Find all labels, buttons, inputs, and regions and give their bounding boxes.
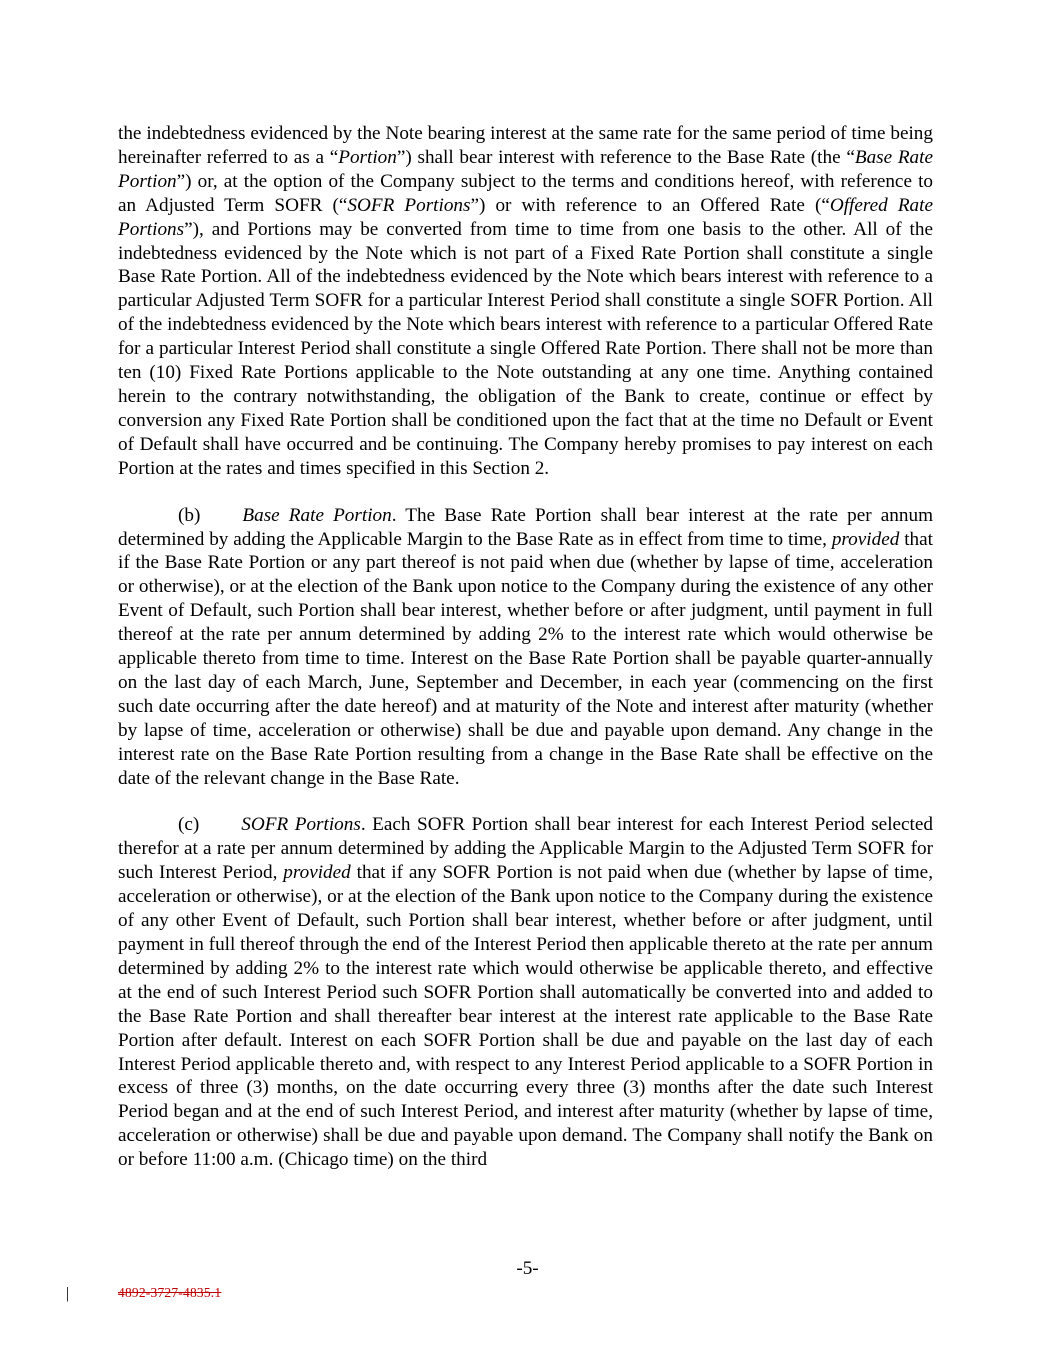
italic-term-offered-rate-portions: Offered Rate Portions xyxy=(118,194,933,240)
paragraph-b xyxy=(118,504,933,791)
italic-term-portion: Portion xyxy=(338,146,397,168)
paragraph-text-segment: ”) shall bear interest with reference to the Base Rate (the “ xyxy=(396,146,855,168)
paragraph-c xyxy=(118,813,933,1172)
italic-term-provided: provided xyxy=(283,862,351,884)
change-bar-mark: | xyxy=(66,1285,70,1302)
paragraph-text-segment: . The Base Rate Portion shall bear interest at the rate per annum determined by adding the Applicable Margin to the Base Rate as in effect from time to time, xyxy=(118,504,933,550)
paragraph-text-segment: that if the Base Rate Portion or any part thereof is not paid when due (whether by lapse of time, acceleration or otherwise), or at the election of the Bank upon notice to the Company during the existence of any other Event of Default, such Portion shall bear interest, whether before or after judgment, until payment in full thereof at the rate per annum determined by adding 2% to the interest rate which would otherwise be applicable thereto from time to time. Interest on the Base Rate Portion shall be payable quarter-annually on the last day of each March, June, September and December, in each year (commencing on the first such date occurring after the date hereof) and at maturity of the Note and interest after maturity (whether by lapse of time, acceleration or otherwise) shall be due and payable upon demand. Any change in the interest rate on the Base Rate Portion resulting from a change in the Base Rate shall be effective on the date of the relevant change in the Base Rate. xyxy=(118,528,933,789)
paragraph-continued xyxy=(118,122,933,481)
document-id-stamp: 4892-3727-4835.1 xyxy=(118,1285,222,1300)
italic-term-base-rate-portion: Base Rate Portion xyxy=(118,146,934,192)
paragraph-text-segment: that if any SOFR Portion is not paid when due (whether by lapse of time, acceleration or otherwise), or at the election of the Bank upon notice to the Company during the existence of any other Event of Default, such Portion shall bear interest, whether before or after judgment, until payment in full thereof through the end of the Interest Period then applicable thereto at the rate per annum determined by adding 2% to the interest rate which would otherwise be applicable thereto, and effective at the end of such Interest Period such SOFR Portion shall automatically be converted into and added to the Base Rate Portion and shall thereafter bear interest at the interest rate applicable to the Base Rate Portion after default. Interest on each SOFR Portion shall be due and payable on the last day of each Interest Period applicable thereto and, with respect to any Interest Period applicable to a SOFR Portion in excess of three (3) months, on the date occurring every three (3) months after the date such Interest Period began and at the end of such Interest Period, and interest after maturity (whether by lapse of time, acceleration or otherwise) shall be due and payable upon demand. The Company shall notify the Bank on or before 11:00 a.m. (Chicago time) on the third xyxy=(118,862,933,1171)
document-body xyxy=(118,122,933,1172)
paragraph-text-segment: ”), and Portions may be converted from time to time from one basis to the other. All of the indebtedness evidenced by the Note which is not part of a Fixed Rate Portion shall constitute a single Base Rate Portion. All of the indebtedness evidenced by the Note which bears interest with reference to a particular Adjusted Term SOFR for a particular Interest Period shall constitute a single SOFR Portion. All of the indebtedness evidenced by the Note which bears interest with reference to a particular Offered Rate for a particular Interest Period shall constitute a single Offered Rate Portion. There shall not be more than ten (10) Fixed Rate Portions applicable to the Note outstanding at any one time. Anything contained herein to the contrary notwithstanding, the obligation of the Bank to create, continue or effect by conversion any Fixed Rate Portion shall be conditioned upon the fact that at the time no Default or Event of Default shall have occurred and be continuing. The Company hereby promises to pay interest on each Portion at the rates and times specified in this Section 2. xyxy=(118,218,933,479)
page-number: -5- xyxy=(516,1258,539,1279)
clause-marker-b: (b) xyxy=(178,504,201,526)
clause-heading-sofr-portions: SOFR Portions xyxy=(241,814,361,836)
clause-marker-c: (c) xyxy=(178,814,200,836)
clause-heading-base-rate-portion: Base Rate Portion xyxy=(242,504,392,526)
paragraph-text-segment: the indebtedness evidenced by the Note bearing interest at the same rate for the same period of time being hereinafter referred to as a “ xyxy=(118,123,933,168)
paragraph-text-segment: ”) or, at the option of the Company subject to the terms and conditions hereof, with reference to an Adjusted Term SOFR (“ xyxy=(118,170,933,216)
italic-term-provided: provided xyxy=(831,528,900,550)
paragraph-text-segment: ”) or with reference to an Offered Rate (“ xyxy=(470,194,830,216)
paragraph-text-segment: . Each SOFR Portion shall bear interest for each Interest Period selected therefor at a rate per annum determined by adding the Applicable Margin to the Adjusted Term SOFR for such Interest Period, xyxy=(118,814,933,884)
italic-term-sofr-portions: SOFR Portions xyxy=(347,194,471,216)
